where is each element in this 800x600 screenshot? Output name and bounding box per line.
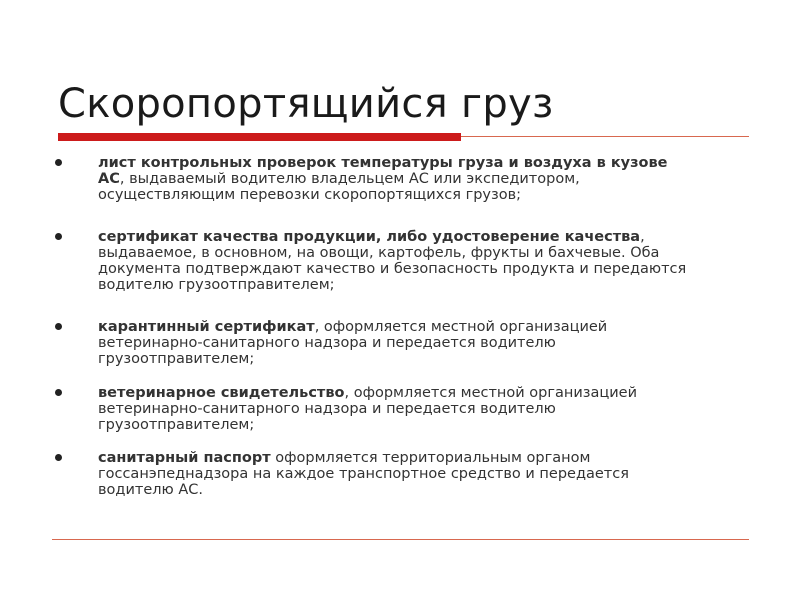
bullet-icon <box>55 233 62 240</box>
slide-title: Скоропортящийся груз <box>58 81 554 127</box>
list-item <box>55 385 695 450</box>
item-text: оформляется территориальным органом госсанэпеднадзора на каждое транспортное средство и передается водителю АС. <box>98 450 629 498</box>
bullet-icon <box>55 389 62 396</box>
bullet-icon <box>55 159 62 166</box>
bullet-icon <box>55 454 62 461</box>
bullet-icon <box>55 323 62 330</box>
item-text: , оформляется местной организацией ветеринарно-санитарного надзора и передается водителю грузоотправителем; <box>98 319 608 367</box>
list-item <box>55 155 695 229</box>
item-term: карантинный сертификат <box>98 319 315 335</box>
title-accent-bar <box>58 133 461 141</box>
list-item <box>55 229 695 319</box>
item-term: санитарный паспорт <box>98 450 271 466</box>
list-item <box>55 450 695 498</box>
footer-divider <box>52 539 749 540</box>
item-term: сертификат качества продукции, либо удостоверение качества <box>98 229 641 245</box>
item-term: лист контрольных проверок температуры груза и воздуха в кузове АС <box>98 155 668 187</box>
item-text: , оформляется местной организацией ветеринарно-санитарного надзора и передается водителю грузоотправителем; <box>98 385 638 433</box>
bullet-list <box>55 155 695 498</box>
item-text: , выдаваемый водителю владельцем АС или экспедитором, осуществляющим перевозки скоропортящихся грузов; <box>98 171 580 203</box>
item-text: , выдаваемое, в основном, на овощи, картофель, фрукты и бахчевые. Оба документа подтверждают качество и безопасность продукта и передаются водителю грузоотправителем; <box>98 229 687 293</box>
list-item <box>55 319 695 385</box>
item-term: ветеринарное свидетельство <box>98 385 345 401</box>
